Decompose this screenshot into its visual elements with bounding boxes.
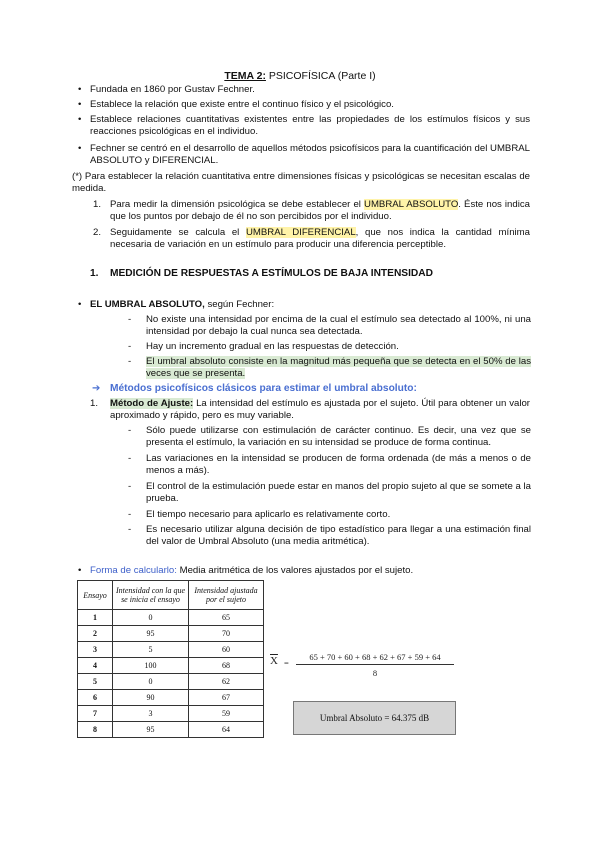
list-number: 1. [90,398,99,409]
umbral-item: No existe una intensidad por encima de la cual el estímulo sea detectado al 100%, ni una intensidad por debajo la cual nunca sea detectada. [146,314,531,338]
ajuste-item: Las variaciones en la intensidad se producen de forma ordenada (de más a menos o de menos a más). [146,453,531,477]
ajuste-item: El control de la estimulación puede estar en manos del propio sujeto al que se somete a la prueba. [146,481,531,505]
umbral-item: Hay un incremento gradual en las respuestas de detección. [146,341,399,352]
table-cell: 64 [189,722,264,738]
formula-denominator: 8 [372,668,378,678]
table-row [78,722,264,738]
page-title: TEMA 2: PSICOFÍSICA (Parte I) [224,70,376,82]
table-row [78,674,264,690]
list-item-umbral-absoluto: Para medir la dimensión psicológica se debe establecer el UMBRAL ABSOLUTO. Éste nos indica que los puntos por debajo de él no son percibidos por el individuo. [110,199,530,223]
fraction-line [296,664,454,665]
table-header: Intensidad ajustada por el sujeto [189,581,264,610]
table-cell: 2 [78,626,113,642]
table-cell: 95 [113,626,189,642]
table-cell: 65 [189,610,264,626]
table-cell: 90 [113,690,189,706]
table-cell: 3 [78,642,113,658]
forma-bullet: • Forma de calcularlo: Media aritmética de los valores ajustados por el sujeto. [90,565,530,577]
table-header: Intensidad con la que se inicia el ensayo [113,581,189,610]
intro-bullet: • Fechner se centró en el desarrollo de aquellos métodos psicofísicos para la cuantificación del UMBRAL ABSOLUTO y DIFERENCIAL. [90,143,530,167]
intro-bullet: • Establece relaciones cuantitativas existentes entre las propiedades de los estímulos físicos y sus reacciones psicológicas en el individuo. [90,114,530,138]
table-cell: 7 [78,706,113,722]
table-cell: 59 [189,706,264,722]
table-row [78,610,264,626]
result-box [293,701,456,735]
table-cell: 0 [113,610,189,626]
arrow-icon: ➔ [92,383,101,394]
table-cell: 100 [113,658,189,674]
table-cell: 5 [113,642,189,658]
metodo-ajuste: Método de Ajuste: La intensidad del estímulo es ajustada por el sujeto. Útil para obtener un valor aproximado y rápido, pero es muy variable. [110,398,530,422]
umbral-bullet: • EL UMBRAL ABSOLUTO, según Fechner: [90,299,530,311]
table-cell: 4 [78,658,113,674]
ajuste-item: El tiempo necesario para aplicarlo es relativamente corto. [146,509,391,520]
ajuste-item: Sólo puede utilizarse con estimulación de carácter continuo. Es decir, una vez que se presenta el estímulo, la variación en su intensidad se produce de forma continua. [146,425,531,449]
table-cell: 95 [113,722,189,738]
dash: - [128,356,132,367]
dash: - [128,453,132,464]
table-cell: 0 [113,674,189,690]
result-text: Umbral Absoluto = 64.375 dB [319,712,430,723]
formula-numerator: 65 + 70 + 60 + 68 + 62 + 67 + 59 + 64 [309,652,441,662]
table-cell: 70 [189,626,264,642]
table-cell: 62 [189,674,264,690]
data-table [77,580,264,738]
mean-symbol: $\overline{X}$ [270,655,278,667]
dash: - [128,341,132,352]
table-cell: 6 [78,690,113,706]
table-row [78,642,264,658]
table-header: Ensayo [78,581,113,610]
table-row [78,706,264,722]
list-number: 1. [93,199,102,210]
intro-bullet: • Fundada en 1860 por Gustav Fechner. [90,84,530,96]
umbral-item-highlight: El umbral absoluto consiste en la magnitud más pequeña que se detecta en el 50% de las veces que se presenta. [146,356,531,380]
list-number: 2. [93,227,102,238]
table-cell: 60 [189,642,264,658]
dash: - [128,481,132,492]
dash: - [128,509,132,520]
table-cell: 1 [78,610,113,626]
table-cell: 68 [189,658,264,674]
table-cell: 3 [113,706,189,722]
ajuste-item: Es necesario utilizar alguna decisión de tipo estadístico para llegar a una estimación final del valor de Umbral Absoluto (una media aritmética). [146,524,531,548]
section-number: 1. [90,268,99,279]
intro-bullet: • Establece la relación que existe entre el continuo físico y el psicológico. [90,99,530,111]
table-row [78,626,264,642]
equals-sign: = [284,658,289,668]
note: (*) Para establecer la relación cuantitativa entre dimensiones físicas y psicológicas se necesitan escalas de medida. [72,171,530,195]
metodos-heading: Métodos psicofísicos clásicos para estimar el umbral absoluto: [110,383,417,394]
table-cell: 67 [189,690,264,706]
dash: - [128,314,132,325]
section-heading: MEDICIÓN DE RESPUESTAS A ESTÍMULOS DE BAJA INTENSIDAD [110,268,434,279]
table-cell: 5 [78,674,113,690]
list-item-umbral-diferencial: Seguidamente se calcula el UMBRAL DIFERENCIAL, que nos indica la cantidad mínima necesaria de variación en un estímulo para producir una diferencia perceptible. [110,227,530,251]
table-row [78,690,264,706]
dash: - [128,425,132,436]
dash: - [128,524,132,535]
table-row [78,658,264,674]
table-cell: 8 [78,722,113,738]
